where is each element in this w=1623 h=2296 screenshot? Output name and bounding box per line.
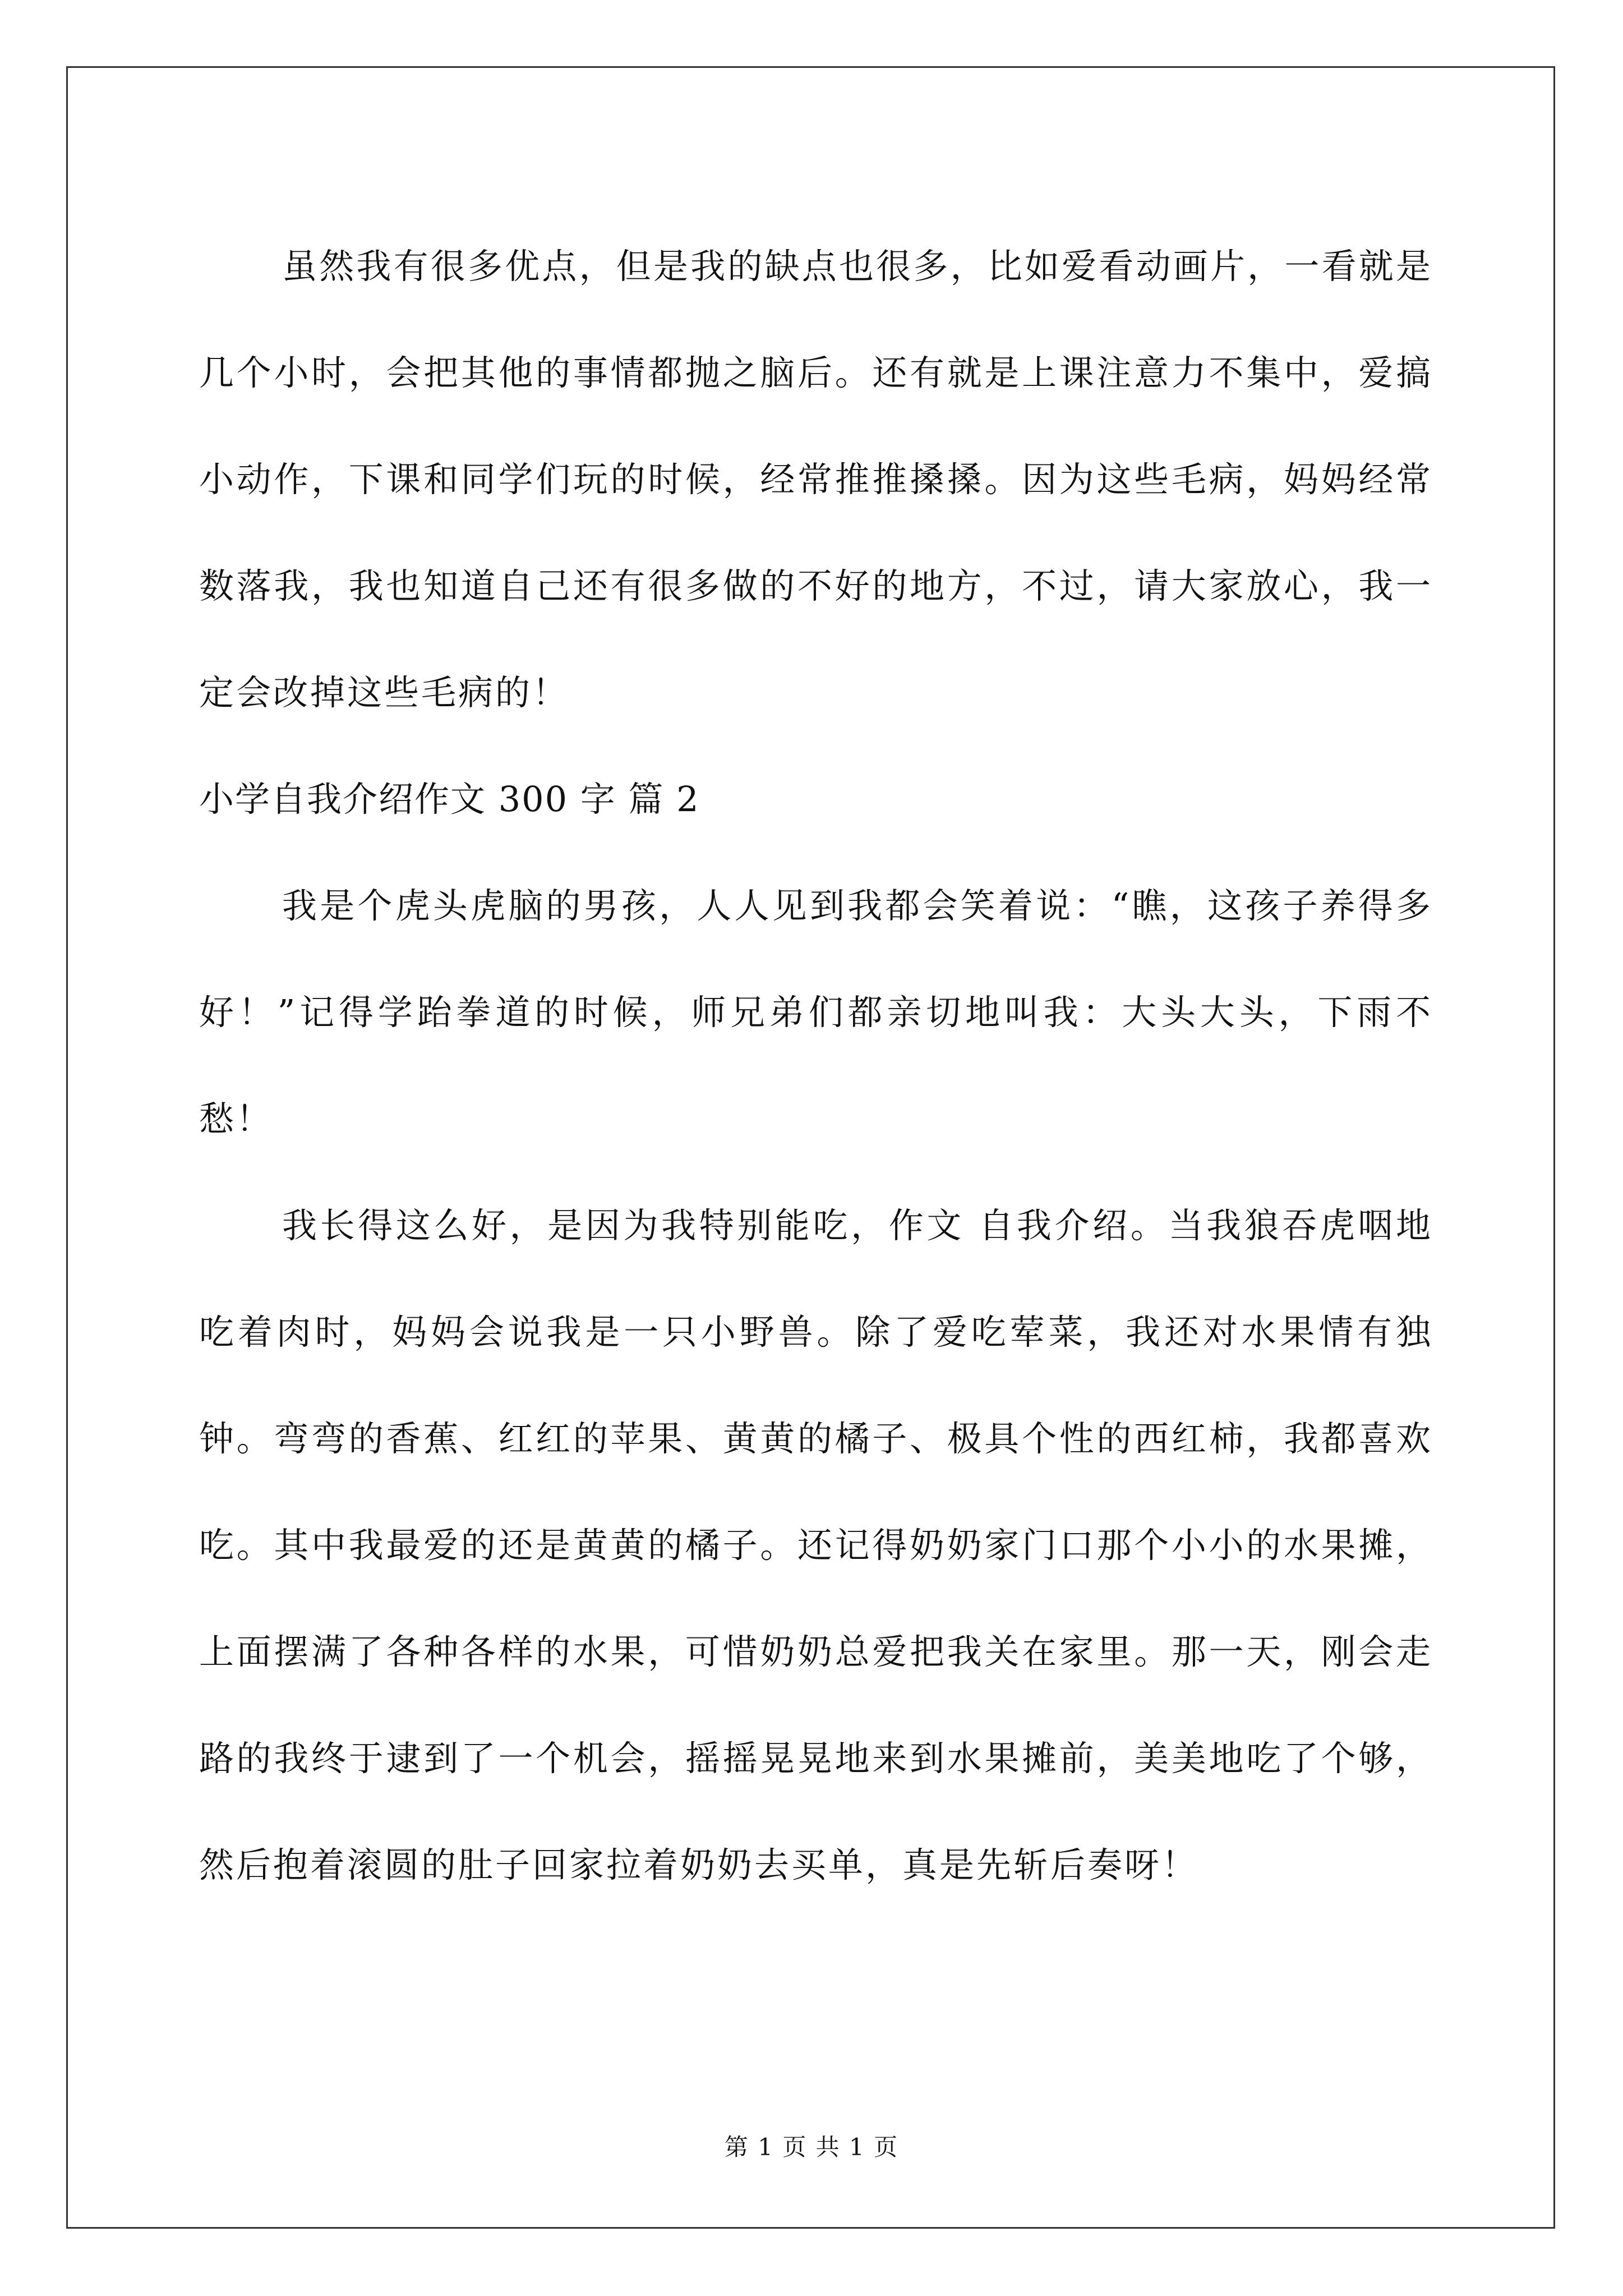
page-footer: 第 1 页 共 1 页 bbox=[724, 2133, 899, 2161]
section-heading: 小学自我介绍作文 300 字 篇 2 bbox=[199, 779, 700, 820]
document-body bbox=[199, 213, 1433, 1918]
paragraph-big-head: 我是个虎头虎脑的男孩，人人见到我都会笑着说：“瞧，这孩子养得多好！”记得学跆拳道的时候，师兄弟们都亲切地叫我：大头大头，下雨不愁！ bbox=[199, 885, 1433, 1139]
paragraph-flaws: 虽然我有很多优点，但是我的缺点也很多，比如爱看动画片，一看就是几个小时，会把其他的事情都抛之脑后。还有就是上课注意力不集中，爱搞小动作，下课和同学们玩的时候，经常推推搡搡。因为这些毛病，妈妈经常数落我，我也知道自己还有很多做的不好的地方，不过，请大家放心，我一定会改掉这些毛病的！ bbox=[199, 246, 1433, 713]
paragraph-eating: 我长得这么好，是因为我特别能吃，作文 自我介绍。当我狼吞虎咽地吃着肉时，妈妈会说我是一只小野兽。除了爱吃荤菜，我还对水果情有独钟。弯弯的香蕉、红红的苹果、黄黄的橘子、极具个性的西红柿，我都喜欢吃。其中我最爱的还是黄黄的橘子。还记得奶奶家门口那个小小的水果摊，上面摆满了各种各样的水果，可惜奶奶总爱把我关在家里。那一天，刚会走路的我终于逮到了一个机会，摇摇晃晃地来到水果摊前，美美地吃了个够，然后抱着滚圆的肚子回家拉着奶奶去买单，真是先斩后奏呀！ bbox=[199, 1205, 1433, 1885]
